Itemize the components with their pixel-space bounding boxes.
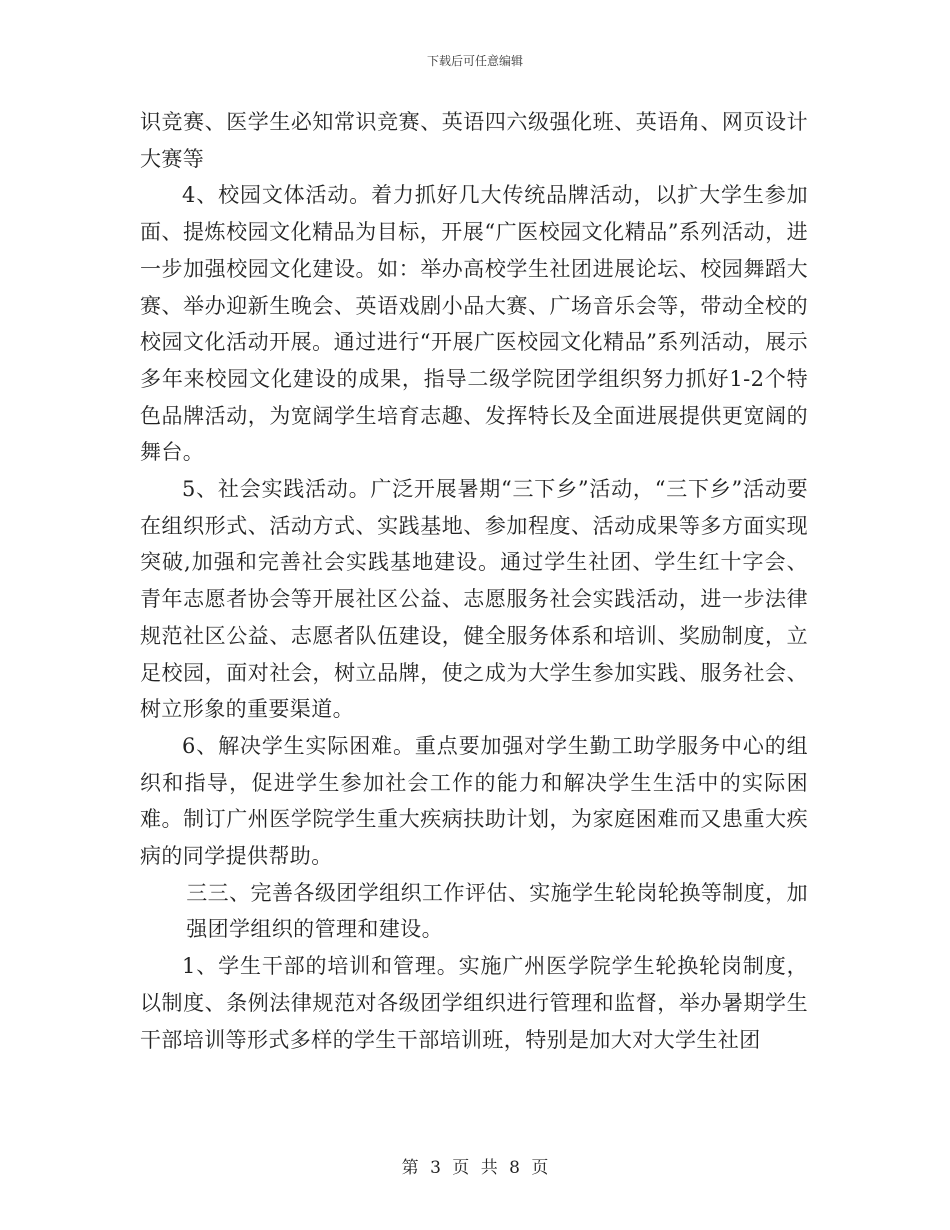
page-header: 下载后可任意编辑 — [426, 54, 523, 68]
section-heading: 三三、完善各级团学组织工作评估、实施学生轮岗轮换等制度，加强团学组织的管理和建设。 — [186, 880, 808, 942]
paragraph-social-practice: 5、社会实践活动。广泛开展暑期“三下乡”活动，“三下乡”活动要在组织形式、活动方式、实践基地、参加程度、活动成果等多方面实现突破,加强和完善社会实践基地建设。通过学生社团、学生红十字会、青年志愿者协会等开展社区公益、志愿服务社会实践活动，进一步法律规范社区公益、志愿者队伍建设，健全服务体系和培训、奖励制度，立足校园，面对社会，树立品牌，使之成为大学生参加实践、服务社会、树立形象的重要渠道。 — [140, 477, 808, 722]
paragraph-student-difficulties: 6、解决学生实际困难。重点要加强对学生勤工助学服务中心的组织和指导，促进学生参加社会工作的能力和解决学生生活中的实际困难。制订广州医学院学生重大疾病扶助计划，为家庭困难而又患重大疾病的同学提供帮助。 — [140, 733, 808, 869]
paragraph-cadre-training: 1、学生干部的培训和管理。实施广州医学院学生轮换轮岗制度，以制度、条例法律规范对各级团学组织进行管理和监督，举办暑期学生干部培训等形式多样的学生干部培训班，特别是加大对大学生社团 — [140, 954, 808, 1052]
paragraph-campus-culture: 4、校园文体活动。着力抓好几大传统品牌活动，以扩大学生参加面、提炼校园文化精品为目标，开展“广医校园文化精品”系列活动，进一步加强校园文化建设。如：举办高校学生社团进展论坛、校园舞蹈大赛、举办迎新生晚会、英语戏剧小品大赛、广场音乐会等，带动全校的校园文化活动开展。通过进行“开展广医校园文化精品”系列活动，展示多年来校园文化建设的成果，指导二级学院团学组织努力抓好1-2个特色品牌活动，为宽阔学生培育志趣、发挥特长及全面进展提供更宽阔的舞台。 — [140, 183, 808, 465]
page-number-footer: 第 3 页 共 8 页 — [401, 1158, 549, 1178]
paragraph-continuation: 识竞赛、医学生必知常识竞赛、英语四六级强化班、英语角、网页设计大赛等 — [140, 110, 808, 171]
document-body — [140, 104, 808, 1058]
